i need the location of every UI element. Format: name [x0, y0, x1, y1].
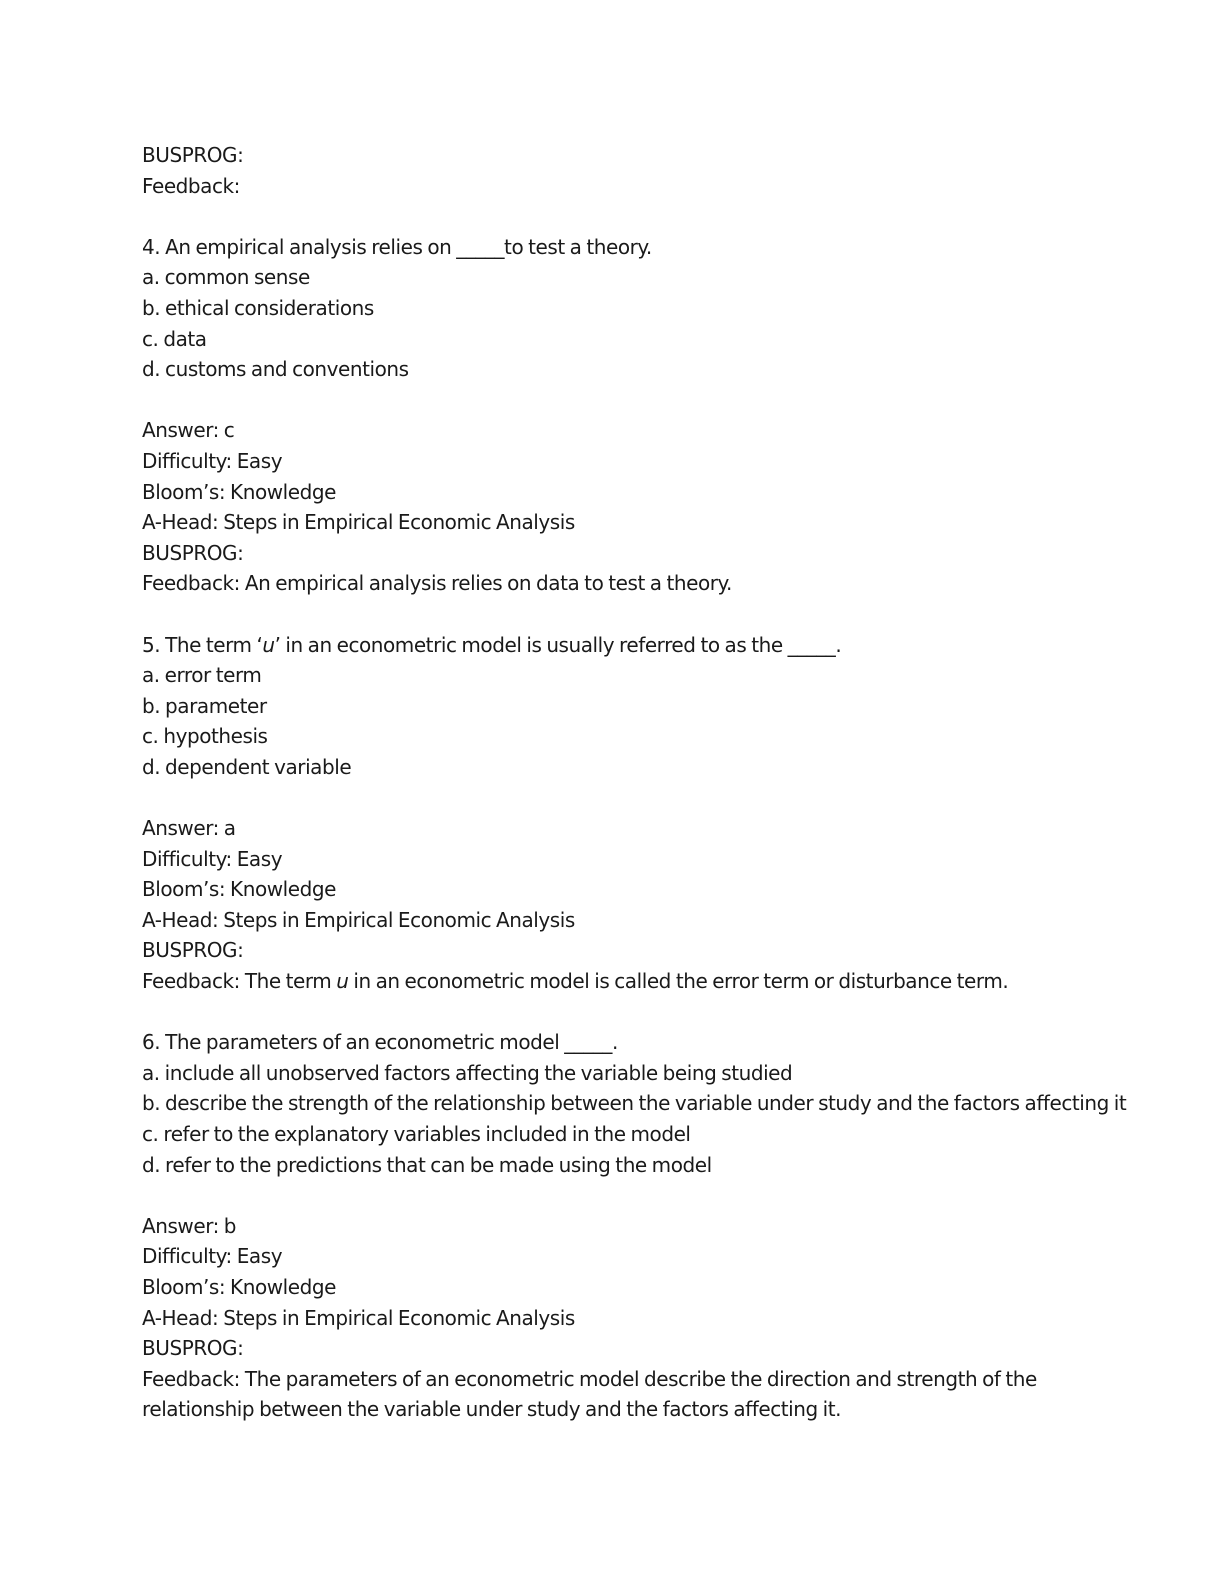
difficulty-line: Difficulty: Easy — [142, 1244, 283, 1269]
prompt-text-end: . — [835, 632, 842, 657]
prompt-text: 6. The parameters of an econometric model — [142, 1030, 565, 1055]
prompt-text-end: to test a theory. — [504, 234, 652, 259]
option-b: b. describe the strength of the relationship between the variable under study and the factors affecting it — [142, 1091, 1127, 1116]
feedback-label: Feedback: — [142, 173, 240, 198]
blooms-line: Bloom’s: Knowledge — [142, 877, 336, 902]
difficulty-line: Difficulty: Easy — [142, 448, 283, 473]
feedback-line-2: relationship between the variable under study and the factors affecting it. — [142, 1397, 842, 1422]
busprog-line: BUSPROG: — [142, 1336, 244, 1361]
spacer — [142, 782, 1142, 813]
option-c: c. refer to the explanatory variables included in the model — [142, 1122, 691, 1146]
option-a: a. include all unobserved factors affecting the variable being studied — [142, 1060, 793, 1085]
question-5 — [142, 630, 1142, 997]
question-6 — [142, 1027, 1142, 1425]
italic-term: u — [336, 969, 349, 994]
document-page — [142, 140, 1142, 1425]
spacer — [142, 599, 1142, 630]
ahead-line: A-Head: Steps in Empirical Economic Analysis — [142, 510, 575, 535]
answer-blank: _____ — [456, 234, 505, 259]
answer-blank: _____ — [564, 1030, 612, 1055]
answer-line: Answer: c — [142, 418, 235, 443]
answer-line: Answer: a — [142, 816, 236, 841]
answer-blank: _____ — [787, 632, 836, 657]
question-prompt — [142, 1027, 1142, 1058]
answer-line: Answer: b — [142, 1213, 237, 1238]
feedback-line: Feedback: An empirical analysis relies on data to test a theory. — [142, 571, 732, 596]
option-b: b. parameter — [142, 693, 267, 718]
spacer — [142, 997, 1142, 1028]
prompt-text: 4. An empirical analysis relies on — [142, 234, 457, 259]
spacer — [142, 385, 1142, 416]
feedback-line-1: Feedback: The parameters of an econometric model describe the direction and strength of the — [142, 1366, 1037, 1391]
option-d: d. dependent variable — [142, 754, 352, 779]
busprog-label: BUSPROG: — [142, 143, 244, 167]
prompt-text-end: . — [612, 1030, 618, 1055]
blooms-line: Bloom’s: Knowledge — [142, 479, 336, 504]
option-a: a. common sense — [142, 265, 310, 290]
option-a: a. error term — [142, 663, 262, 688]
ahead-line: A-Head: Steps in Empirical Economic Analysis — [142, 1305, 575, 1330]
option-d: d. refer to the predictions that can be made using the model — [142, 1152, 712, 1177]
question-prompt — [142, 232, 1142, 263]
busprog-line: BUSPROG: — [142, 540, 244, 565]
feedback-text: Feedback: The term — [142, 969, 337, 994]
blooms-line: Bloom’s: Knowledge — [142, 1274, 336, 1299]
ahead-line: A-Head: Steps in Empirical Economic Analysis — [142, 907, 575, 932]
italic-term: u — [262, 632, 275, 657]
feedback-line — [142, 966, 1142, 997]
spacer — [142, 1180, 1142, 1211]
prompt-text: 5. The term ‘ — [142, 632, 263, 657]
question-4 — [142, 232, 1142, 599]
difficulty-line: Difficulty: Easy — [142, 846, 283, 871]
option-d: d. customs and conventions — [142, 357, 409, 382]
question-prompt — [142, 630, 1142, 661]
option-c: c. data — [142, 326, 207, 351]
spacer — [142, 201, 1142, 232]
option-b: b. ethical considerations — [142, 295, 374, 320]
feedback-text-end: in an econometric model is called the error term or disturbance term. — [348, 969, 1009, 994]
busprog-line: BUSPROG: — [142, 938, 244, 963]
prompt-text-mid: ’ in an econometric model is usually referred to as the — [274, 632, 788, 657]
option-c: c. hypothesis — [142, 724, 268, 749]
